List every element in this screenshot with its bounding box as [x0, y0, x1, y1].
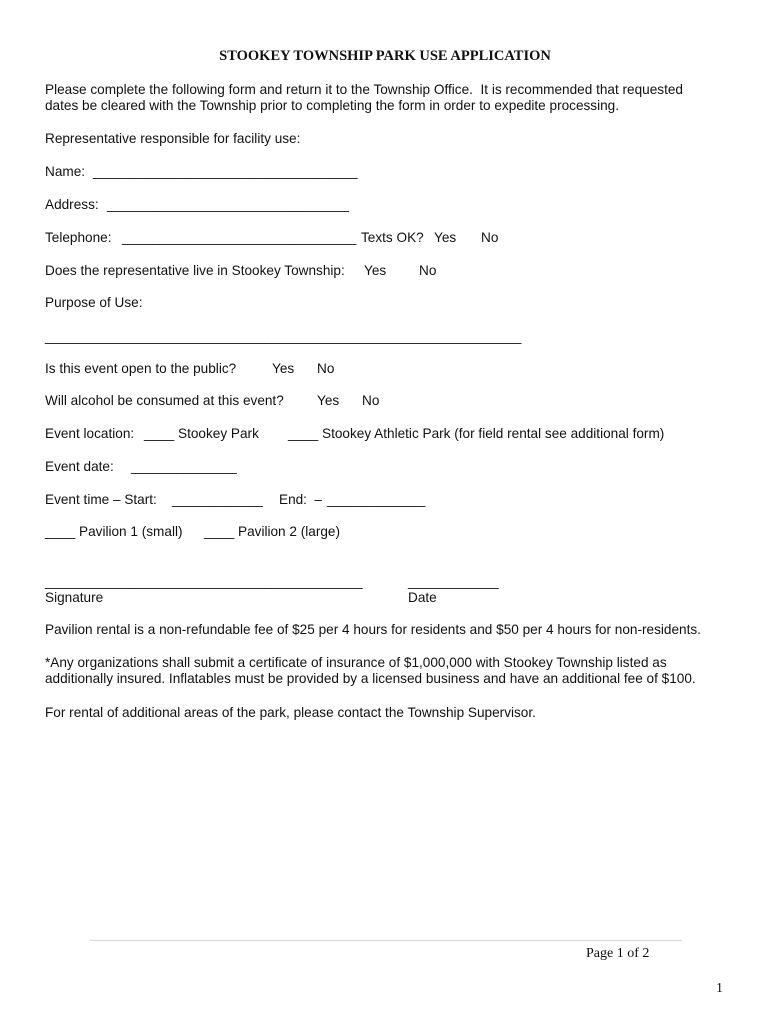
event-time-end-label: End: – — [279, 492, 323, 507]
telephone-label: Telephone: — [45, 230, 112, 245]
texts-ok-no[interactable]: No — [481, 230, 499, 245]
event-location-label: Event location: — [45, 426, 135, 441]
event-date-label: Event date: — [45, 459, 114, 474]
fee-text: Pavilion rental is a non-refundable fee of $25 per 4 hours for residents and $50 per 4 hours for non-residents. — [45, 622, 701, 637]
event-date-field[interactable]: ______________ — [131, 459, 237, 474]
texts-ok-yes[interactable]: Yes — [434, 230, 457, 245]
event-time-start-label: Event time – Start: — [45, 492, 157, 507]
contact-text: For rental of additional areas of the park, please contact the Township Supervisor. — [45, 705, 536, 720]
event-time-end-field[interactable]: _____________ — [327, 492, 426, 507]
footer-divider — [90, 940, 682, 941]
page-label: Page 1 of 2 — [586, 946, 650, 961]
address-field[interactable]: ________________________________ — [107, 197, 349, 212]
intro-line-2: dates be cleared with the Township prior to completing the form in order to expedite processing. — [45, 98, 620, 113]
document-title: STOOKEY TOWNSHIP PARK USE APPLICATION — [219, 48, 551, 64]
alcohol-question: Will alcohol be consumed at this event? — [45, 393, 284, 408]
pavilion-1-option[interactable]: ____ Pavilion 1 (small) — [45, 524, 183, 539]
texts-ok-label: Texts OK? — [361, 230, 424, 245]
resident-yes[interactable]: Yes — [364, 263, 387, 278]
purpose-field[interactable]: _______________________________________________________________ — [45, 329, 522, 344]
telephone-field[interactable]: _______________________________ — [122, 230, 357, 245]
public-event-no[interactable]: No — [317, 361, 335, 376]
page-number: 1 — [716, 981, 723, 996]
address-label: Address: — [45, 197, 99, 212]
public-event-yes[interactable]: Yes — [272, 361, 295, 376]
resident-question: Does the representative live in Stookey Township: — [45, 263, 345, 278]
resident-no[interactable]: No — [419, 263, 437, 278]
name-field[interactable]: ___________________________________ — [93, 164, 358, 179]
event-time-start-field[interactable]: ____________ — [172, 492, 263, 507]
alcohol-yes[interactable]: Yes — [317, 393, 340, 408]
location-option-stookey-park[interactable]: ____ Stookey Park — [144, 426, 259, 441]
name-label: Name: — [45, 164, 86, 179]
signature-label: Signature — [45, 590, 104, 605]
representative-label: Representative responsible for facility use: — [45, 131, 301, 146]
public-event-question: Is this event open to the public? — [45, 361, 237, 376]
date-field[interactable]: ____________ — [408, 574, 499, 589]
intro-line-1: Please complete the following form and return it to the Township Office. It is recommended that requested — [45, 82, 683, 97]
alcohol-no[interactable]: No — [362, 393, 380, 408]
insurance-text-line-1: *Any organizations shall submit a certificate of insurance of $1,000,000 with Stookey Township listed as — [45, 655, 667, 670]
location-option-athletic-park[interactable]: ____ Stookey Athletic Park (for field rental see additional form) — [288, 426, 665, 441]
purpose-label: Purpose of Use: — [45, 295, 143, 310]
date-label: Date — [408, 590, 437, 605]
pavilion-2-option[interactable]: ____ Pavilion 2 (large) — [204, 524, 341, 539]
insurance-text-line-2: additionally insured. Inflatables must be provided by a licensed business and have an additional fee of $100. — [45, 671, 696, 686]
signature-field[interactable]: __________________________________________ — [45, 574, 363, 589]
